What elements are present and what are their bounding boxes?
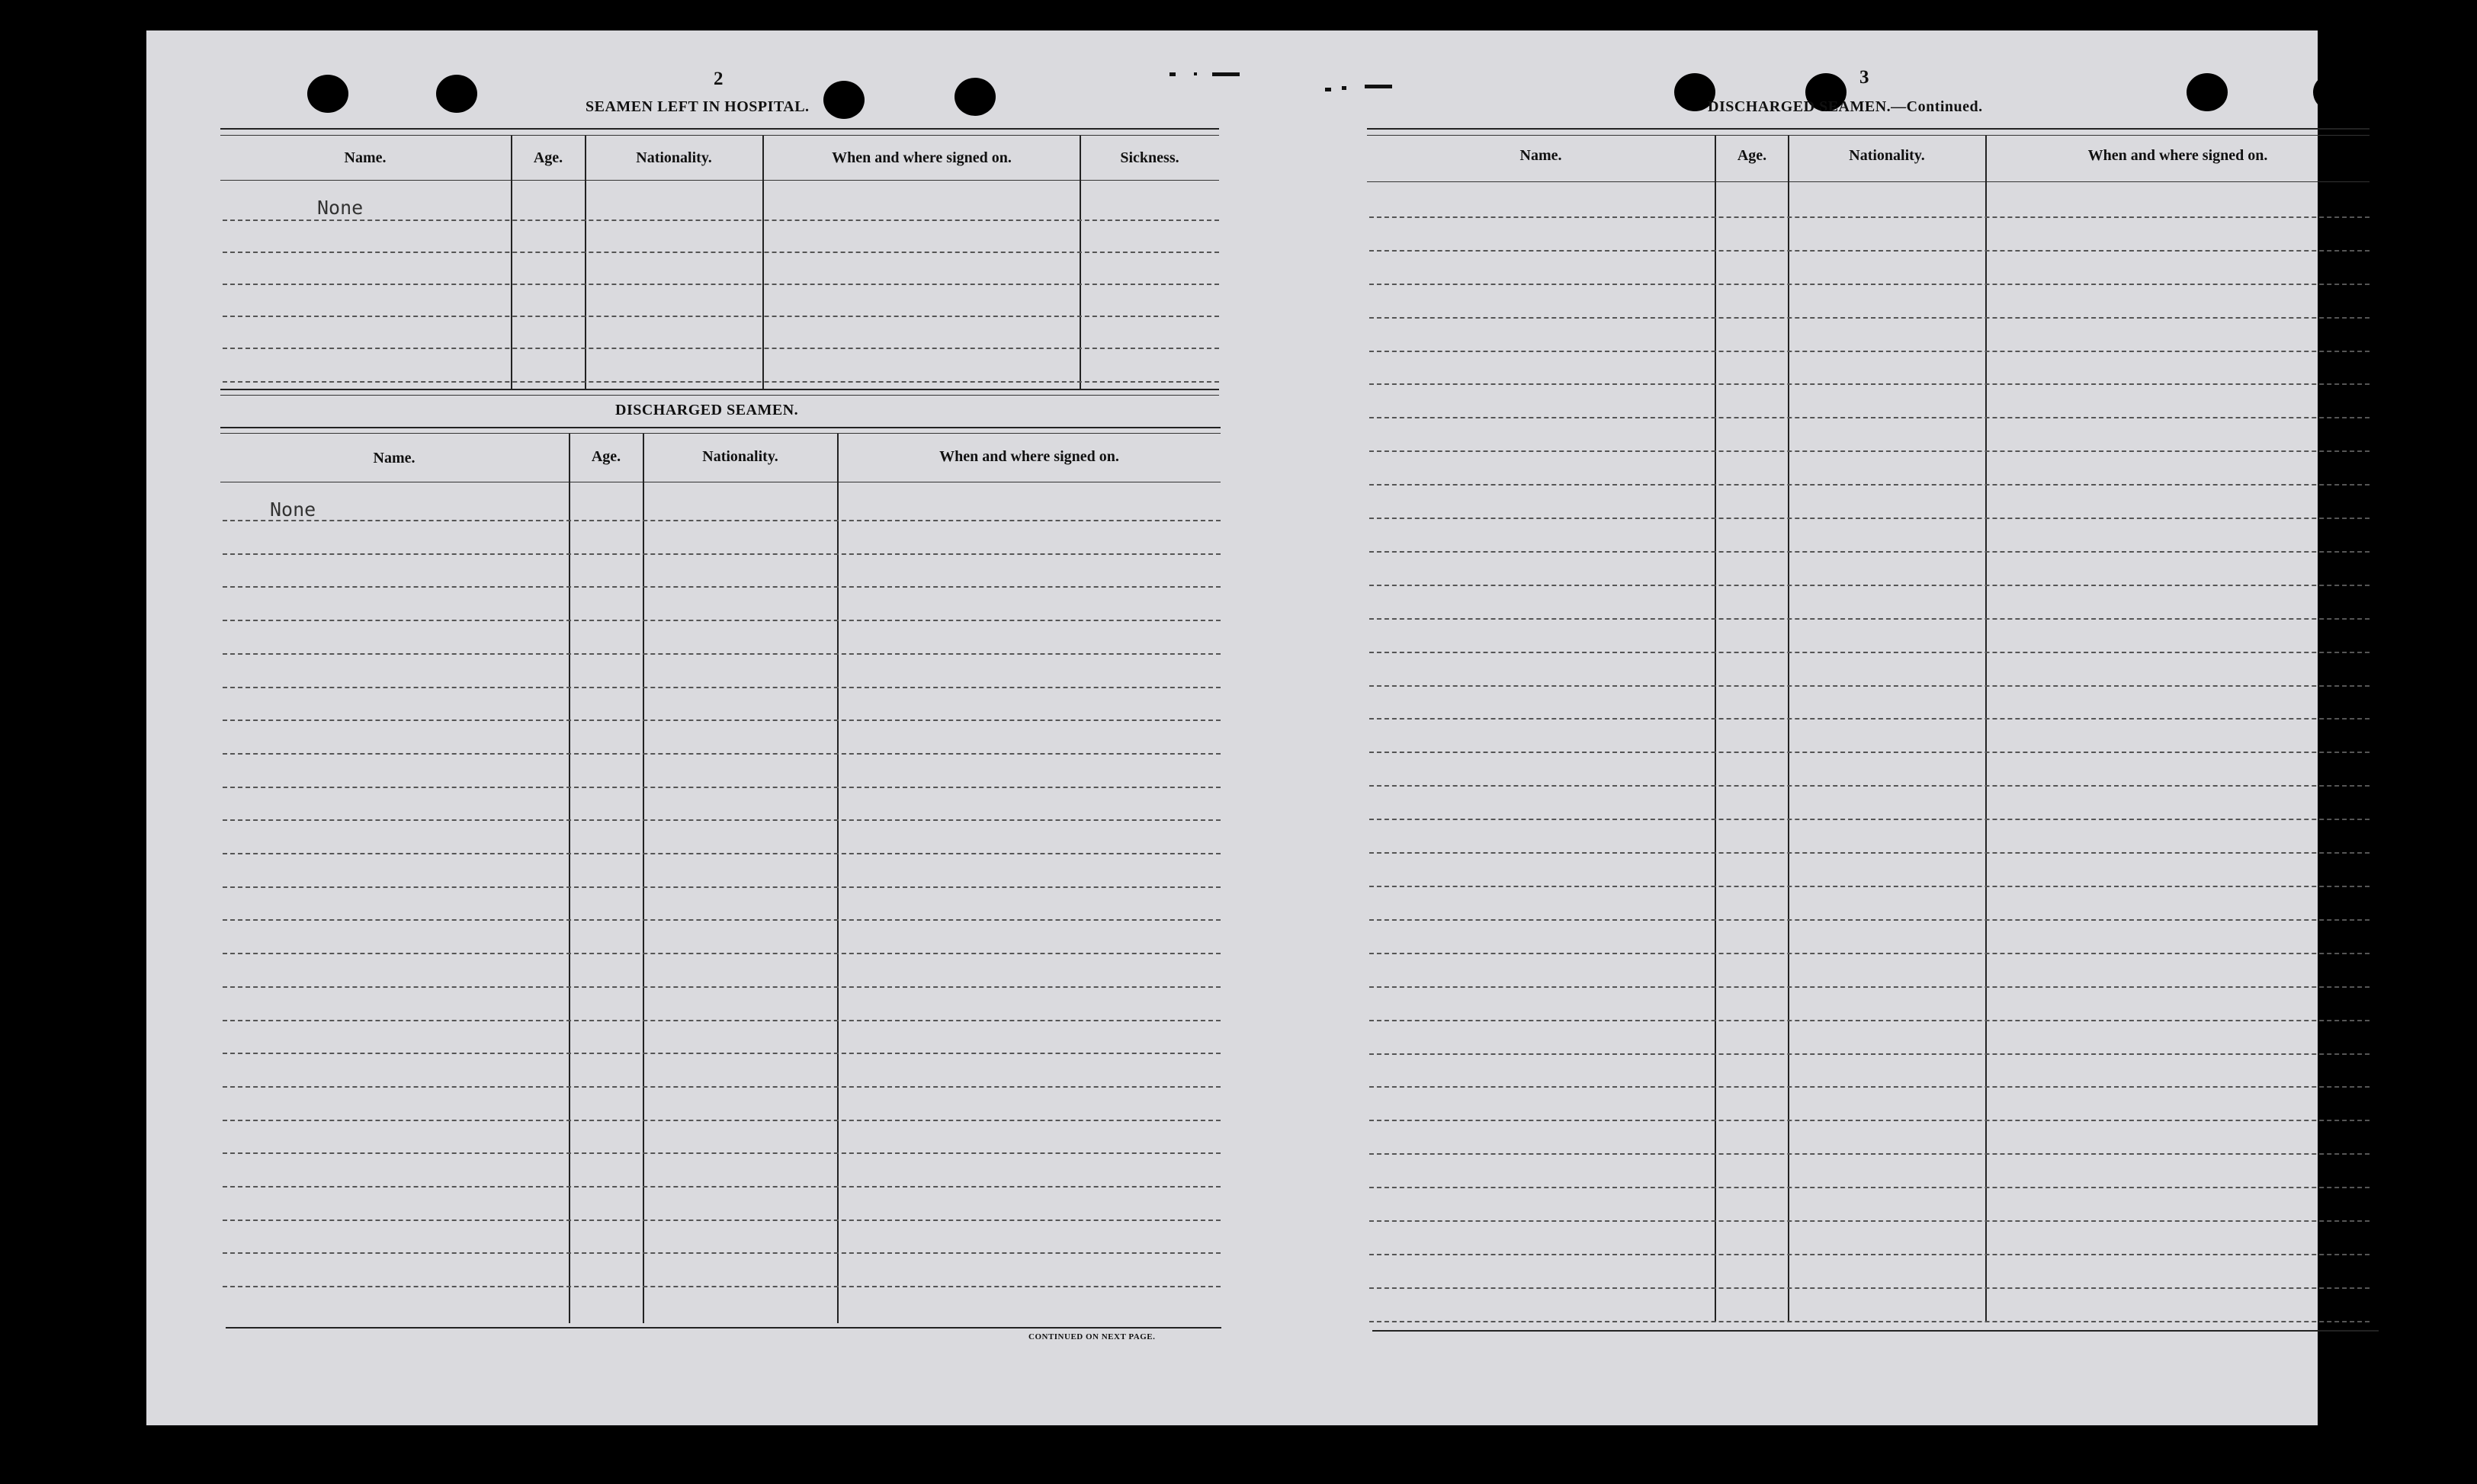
entry-line	[1369, 216, 2370, 218]
col-header-signed-on: When and where signed on.	[939, 448, 1119, 465]
entry-line	[1369, 484, 2370, 486]
continued-footer: CONTINUED ON NEXT PAGE.	[1028, 1332, 1156, 1341]
entry-line	[1369, 1120, 2370, 1121]
column-divider	[837, 434, 839, 1323]
entry-line	[1369, 886, 2370, 887]
rule	[1367, 128, 2370, 130]
column-divider	[511, 136, 512, 390]
scan-mark	[1170, 72, 1176, 76]
entry-line	[223, 953, 1221, 954]
rule	[1367, 135, 2370, 136]
punch-hole	[2187, 73, 2228, 111]
col-header-signed-on: When and where signed on.	[832, 149, 1012, 166]
entry-line	[223, 653, 1221, 655]
entry-line	[223, 1252, 1221, 1254]
rule	[220, 427, 1221, 428]
rule	[220, 395, 1219, 396]
entry-line	[1369, 752, 2370, 753]
entry-line	[223, 853, 1221, 854]
hospital-section-title: SEAMEN LEFT IN HOSPITAL.	[586, 98, 810, 115]
column-divider	[585, 136, 586, 390]
rule	[226, 1327, 1221, 1329]
scan-mark	[1212, 72, 1240, 76]
rule	[220, 128, 1219, 130]
entry-line	[223, 520, 1221, 521]
column-divider	[569, 434, 570, 1323]
entry-line	[1369, 317, 2370, 319]
discharged-section-title: DISCHARGED SEAMEN.	[615, 402, 799, 418]
rule	[220, 135, 1219, 136]
punch-hole	[436, 75, 477, 113]
entry-line	[223, 819, 1221, 821]
column-divider	[1788, 136, 1789, 1322]
page-number-left: 2	[714, 69, 724, 89]
entry-line	[1369, 351, 2370, 352]
scan-mark	[1325, 88, 1331, 91]
rule	[1372, 1330, 2379, 1332]
entry-line	[1369, 383, 2370, 385]
entry-line	[223, 1120, 1221, 1121]
entry-line	[1369, 685, 2370, 687]
entry-line	[1369, 450, 2370, 452]
entry-line	[223, 1286, 1221, 1287]
rule	[220, 389, 1219, 390]
entry-line	[1369, 1321, 2370, 1322]
punch-hole	[955, 78, 996, 116]
entry-line	[223, 553, 1221, 555]
col-header-name: Name.	[373, 450, 416, 466]
entry-line	[1369, 953, 2370, 954]
col-header-age: Age.	[1737, 147, 1767, 164]
discharged-continued-title: DISCHARGED SEAMEN.—Continued.	[1708, 98, 1983, 115]
col-header-age: Age.	[533, 149, 563, 166]
entry-line	[223, 316, 1219, 317]
punch-hole	[307, 75, 348, 113]
col-header-sickness: Sickness.	[1120, 149, 1179, 166]
rule	[1367, 181, 2370, 182]
entry-line	[223, 252, 1219, 253]
entry-line	[1369, 551, 2370, 553]
entry-line	[1369, 852, 2370, 854]
col-header-name: Name.	[1519, 147, 1562, 164]
entry-line	[1369, 1287, 2370, 1289]
entry-line	[223, 220, 1219, 221]
scan-mark	[1365, 85, 1392, 88]
entry-line	[223, 1053, 1221, 1054]
entry-line	[223, 919, 1221, 921]
col-header-signed-on: When and where signed on.	[2087, 147, 2268, 164]
entry-line	[1369, 986, 2370, 988]
entry-line	[223, 787, 1221, 788]
entry-line	[1369, 284, 2370, 285]
entry-line	[1369, 250, 2370, 252]
entry-line	[1369, 1254, 2370, 1255]
col-header-nationality: Nationality.	[702, 448, 778, 465]
entry-line	[223, 381, 1219, 383]
entry-line	[1369, 652, 2370, 653]
entry-line	[223, 986, 1221, 988]
entry-line	[223, 620, 1221, 621]
entry-line	[1369, 1020, 2370, 1021]
entry-line	[1369, 417, 2370, 418]
column-divider	[643, 434, 644, 1323]
entry-line	[1369, 585, 2370, 586]
entry-line	[223, 586, 1221, 588]
entry-line	[1369, 1187, 2370, 1188]
entry-line	[223, 1186, 1221, 1188]
column-divider	[1985, 136, 1987, 1322]
entry-line	[223, 1220, 1221, 1221]
entry-line	[223, 348, 1219, 349]
document-sheet	[146, 30, 2318, 1425]
entry-line	[223, 284, 1219, 285]
entry-line	[223, 753, 1221, 755]
discharged-entry: None	[270, 498, 316, 521]
entry-line	[1369, 718, 2370, 720]
rule	[220, 180, 1219, 181]
entry-line	[223, 1152, 1221, 1154]
rule	[220, 433, 1221, 434]
entry-line	[1369, 1053, 2370, 1055]
entry-line	[1369, 785, 2370, 787]
entry-line	[223, 1086, 1221, 1088]
entry-line	[1369, 1086, 2370, 1088]
column-divider	[1715, 136, 1716, 1322]
entry-line	[223, 886, 1221, 888]
column-divider	[762, 136, 764, 390]
entry-line	[1369, 1153, 2370, 1155]
col-header-age: Age.	[591, 448, 621, 465]
entry-line	[1369, 1220, 2370, 1222]
column-divider	[1080, 136, 1081, 390]
entry-line	[1369, 618, 2370, 620]
page-number-right: 3	[1859, 67, 1869, 88]
col-header-nationality: Nationality.	[1849, 147, 1925, 164]
entry-line	[1369, 919, 2370, 921]
entry-line	[223, 1020, 1221, 1021]
col-header-nationality: Nationality.	[636, 149, 712, 166]
scan-mark	[1194, 72, 1197, 75]
entry-line	[1369, 518, 2370, 519]
punch-hole	[2313, 73, 2354, 111]
punch-hole	[823, 81, 865, 119]
entry-line	[1369, 819, 2370, 820]
entry-line	[223, 687, 1221, 688]
hospital-entry: None	[317, 197, 364, 219]
col-header-name: Name.	[344, 149, 387, 166]
entry-line	[223, 720, 1221, 721]
scan-mark	[1342, 86, 1346, 90]
